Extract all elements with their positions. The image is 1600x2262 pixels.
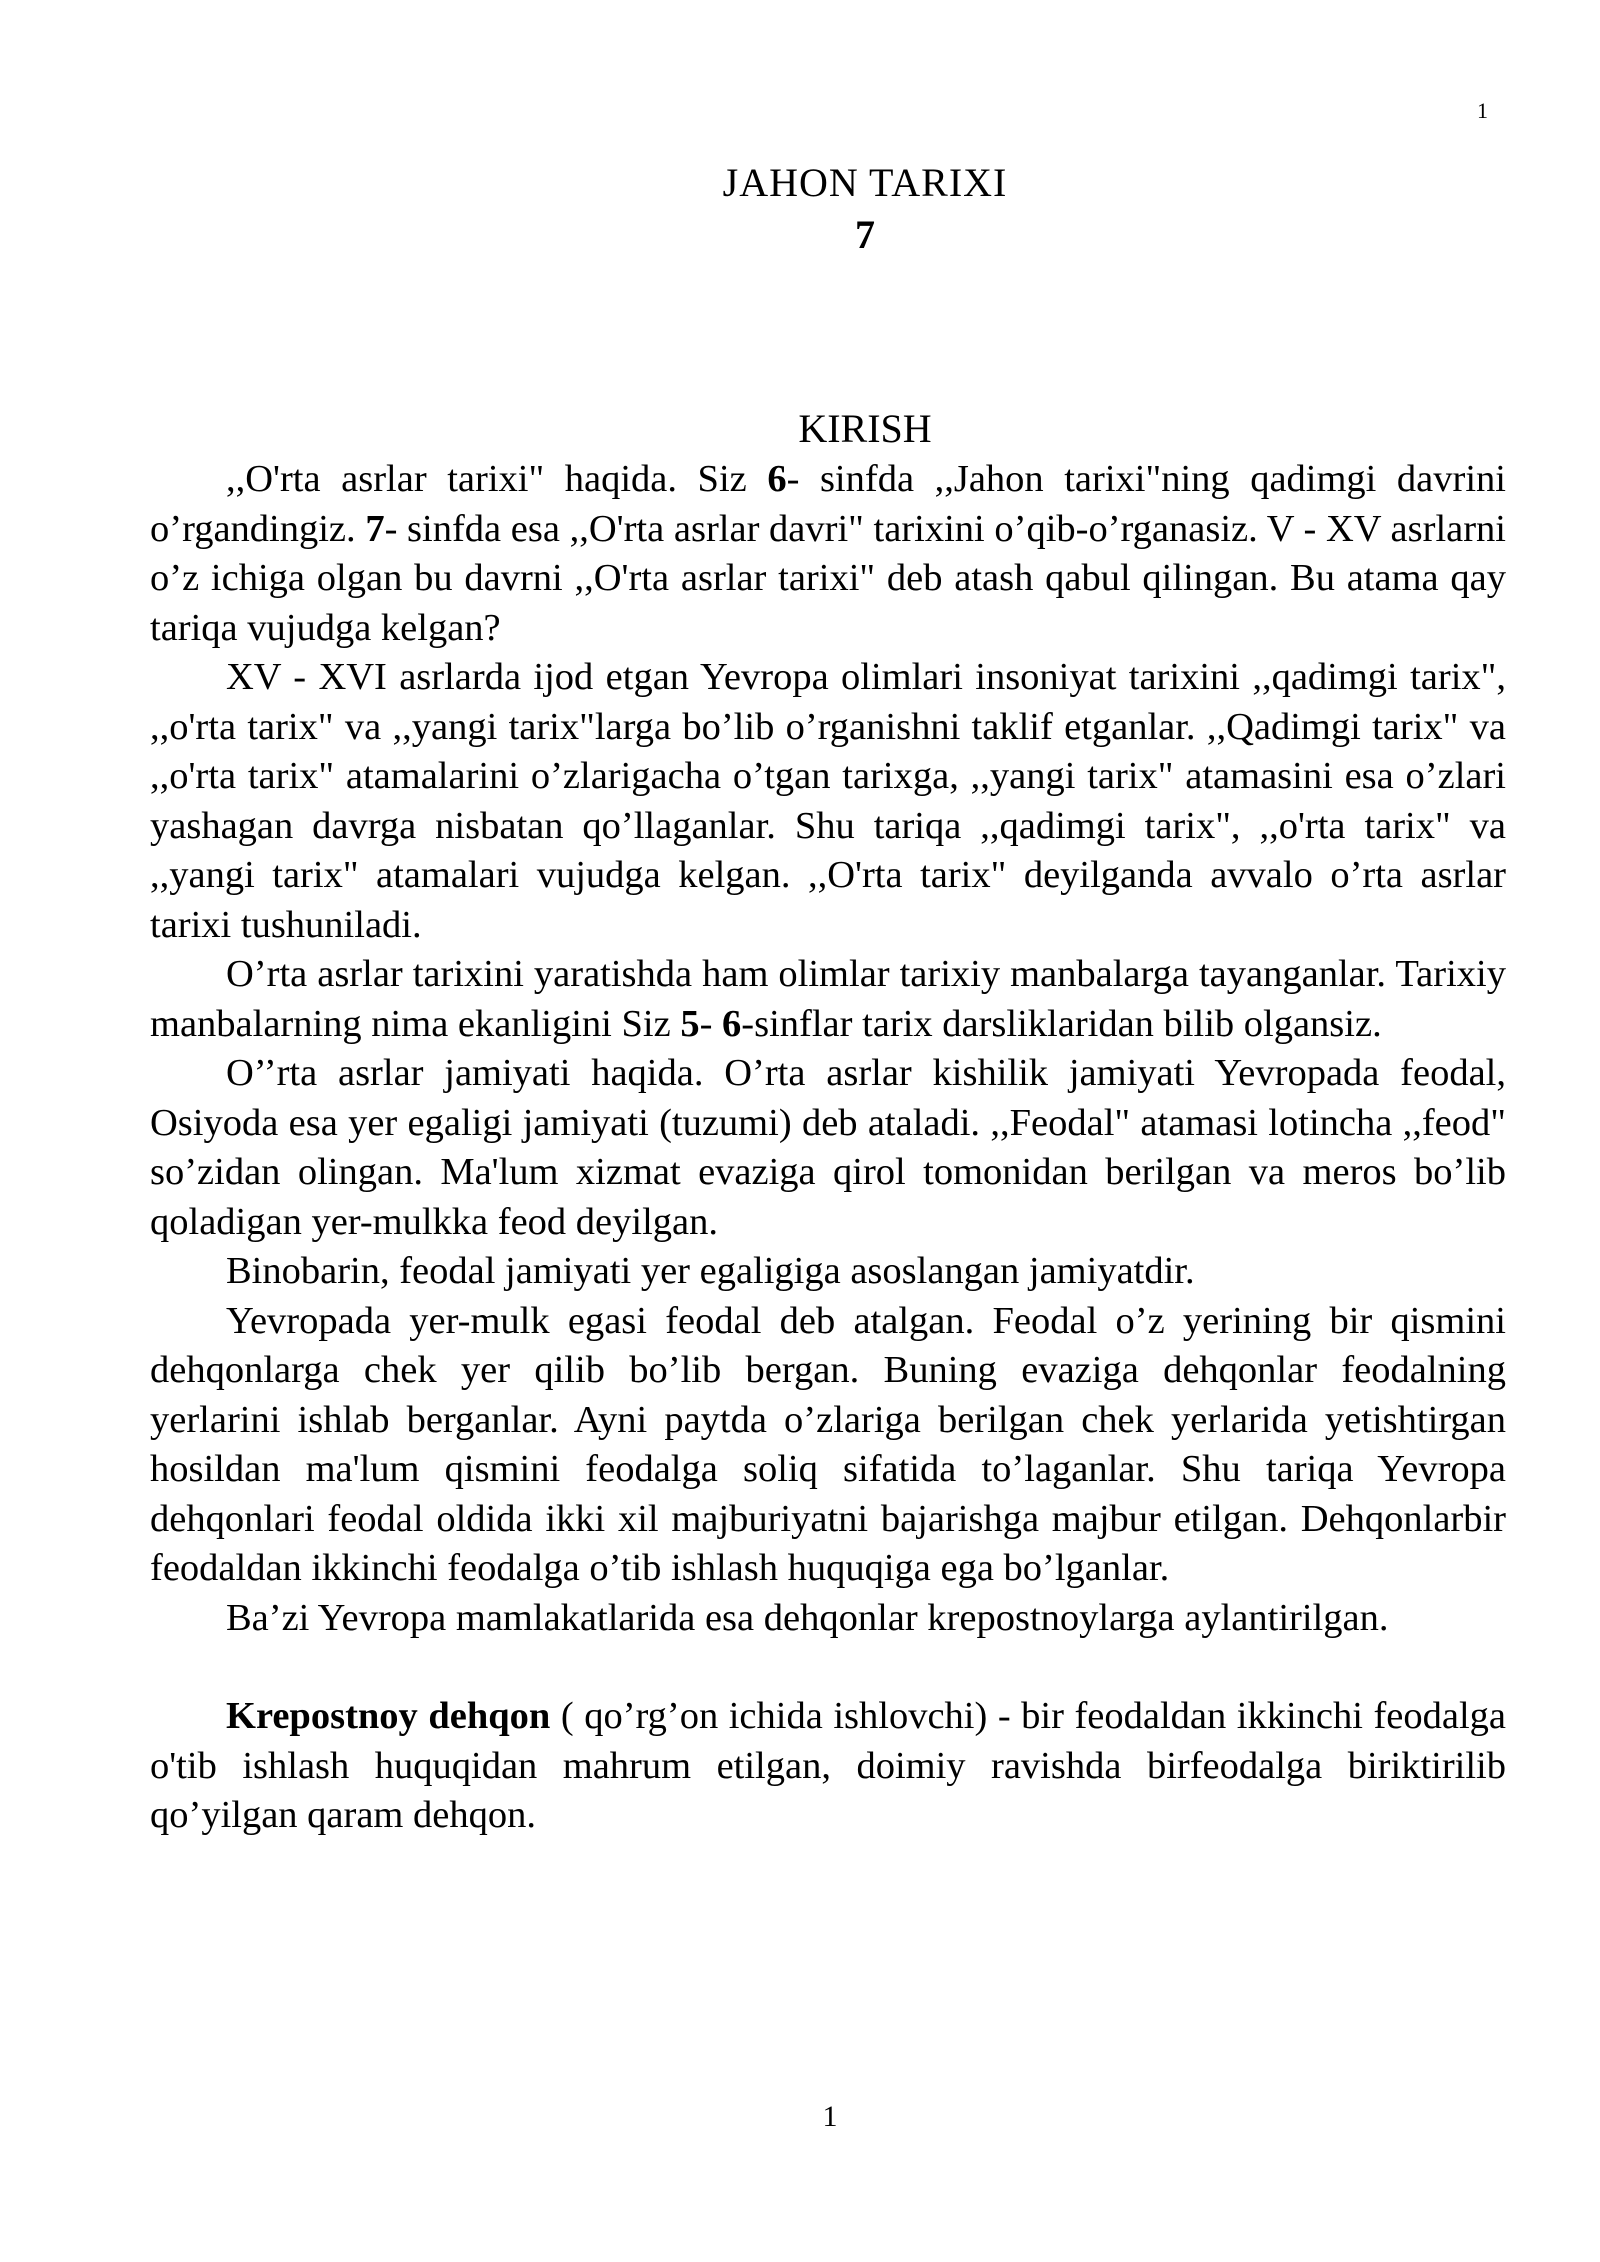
paragraph-3-part-e: -sinflar tarix darsliklaridan bilib olgansiz. bbox=[741, 1002, 1382, 1045]
paragraph-3-part-a: O’rta asrlar tarixini yaratishda ham olimlar tarixiy manbalarga tayanganlar. Tarixiy manbalarning nima ekanligini Siz bbox=[150, 953, 1506, 1045]
section-heading: KIRISH bbox=[798, 406, 932, 451]
definition-text: ( qo’rg’on ichida ishlovchi) - bir feodaldan ikkinchi feodalga o'tib ishlash huquqidan mahrum etilgan, doimiy ravishda birfeodalga biriktirilib qo’yilgan qaram dehqon. bbox=[150, 1695, 1507, 1836]
paragraph-5: Binobarin, feodal jamiyati yer egaligiga asoslangan jamiyatdir. bbox=[226, 1250, 1195, 1292]
paragraph-6: Yevropada yer-mulk egasi feodal deb atalgan. Feodal o’z yerining bir qismini dehqonlarga chek yer qilib bo’lib bergan. Buning evaziga dehqonlar feodalning yerlarini ishlab berganlar. Ayni paytda o’zlariga berilgan chek yerlarida yetishtirgan hosildan ma'lum qismini feodalga soliq sifatida to’laganlar. Shu tariqa Yevropa dehqonlari feodal oldida ikki xil majburiyatni bajarishga majbur etilgan. Dehqonlarbir feodaldan ikkinchi feodalga o’tib ishlash huquqiga ega bo’lganlar. bbox=[150, 1299, 1506, 1589]
paragraph-1-part-a: ,,O'rta asrlar tarixi" haqida. Siz bbox=[226, 458, 768, 500]
paragraph-1-part-e: - sinfda esa ,,O'rta asrlar davri" tarixini o’qib-o’rganasiz. V - XV asrlarni o’z ichiga olgan bu davrni ,,O'rta asrlar tarixi" deb atash qabul qilingan. Bu atama qay tariqa vujudga kelgan? bbox=[150, 507, 1506, 649]
paragraph-1 bbox=[150, 455, 1506, 653]
bold-grade-6b: 6 bbox=[722, 1002, 742, 1045]
paragraph-7: Ba’zi Yevropa mamlakatlarida esa dehqonlar krepostnoylarga aylantirilgan. bbox=[226, 1596, 1389, 1639]
footer-page-number: 1 bbox=[822, 2100, 838, 2133]
paragraph-3 bbox=[150, 950, 1506, 1049]
header-page-number: 1 bbox=[1477, 98, 1488, 123]
paragraph-3-part-c: - bbox=[699, 1002, 723, 1045]
definition-term: Krepostnoy dehqon bbox=[226, 1695, 551, 1737]
body-text bbox=[150, 455, 1506, 1841]
bold-grade-5: 5 bbox=[680, 1002, 700, 1045]
definition-paragraph bbox=[150, 1692, 1506, 1841]
paragraph-1-part-c: - sinfda ,,Jahon tarixi"ning qadimgi davrini o’rgandingiz. bbox=[150, 458, 1506, 550]
paragraph-4: O’’rta asrlar jamiyati haqida. O’rta asrlar kishilik jamiyati Yevropada feodal, Osiyoda esa yer egaligi jamiyati (tuzumi) deb ataladi. ,,Feodal" atamasi lotincha ,,feod" so’zidan olingan. Ma'lum xizmat evaziga qirol tomonidan berilgan va meros bo’lib qoladigan yer-mulkka feod deyilgan. bbox=[150, 1052, 1506, 1243]
paragraph-2: XV - XVI asrlarda ijod etgan Yevropa olimlari insoniyat tarixini ,,qadimgi tarix", ,,o'rta tarix" va ,,yangi tarix"larga bo’lib o’rganishni taklif etganlar. ,,Qadimgi tarix" va ,,o'rta tarix" atamalarini o’zlarigacha o’tgan tarixga, ,,yangi tarix" atamasini esa o’zlari yashagan davrga nisbatan qo’llaganlar. Shu tariqa ,,qadimgi tarix", ,,o'rta tarix" va ,,yangi tarix" atamalari vujudga kelgan. ,,O'rta tarix" deyilganda avvalo o’rta asrlar tarixi tushuniladi. bbox=[150, 656, 1506, 946]
grade-number: 7 bbox=[855, 212, 875, 257]
bold-grade-6: 6 bbox=[767, 458, 787, 500]
document-title: JAHON TARIXI bbox=[722, 160, 1008, 205]
bold-grade-7: 7 bbox=[365, 507, 385, 550]
